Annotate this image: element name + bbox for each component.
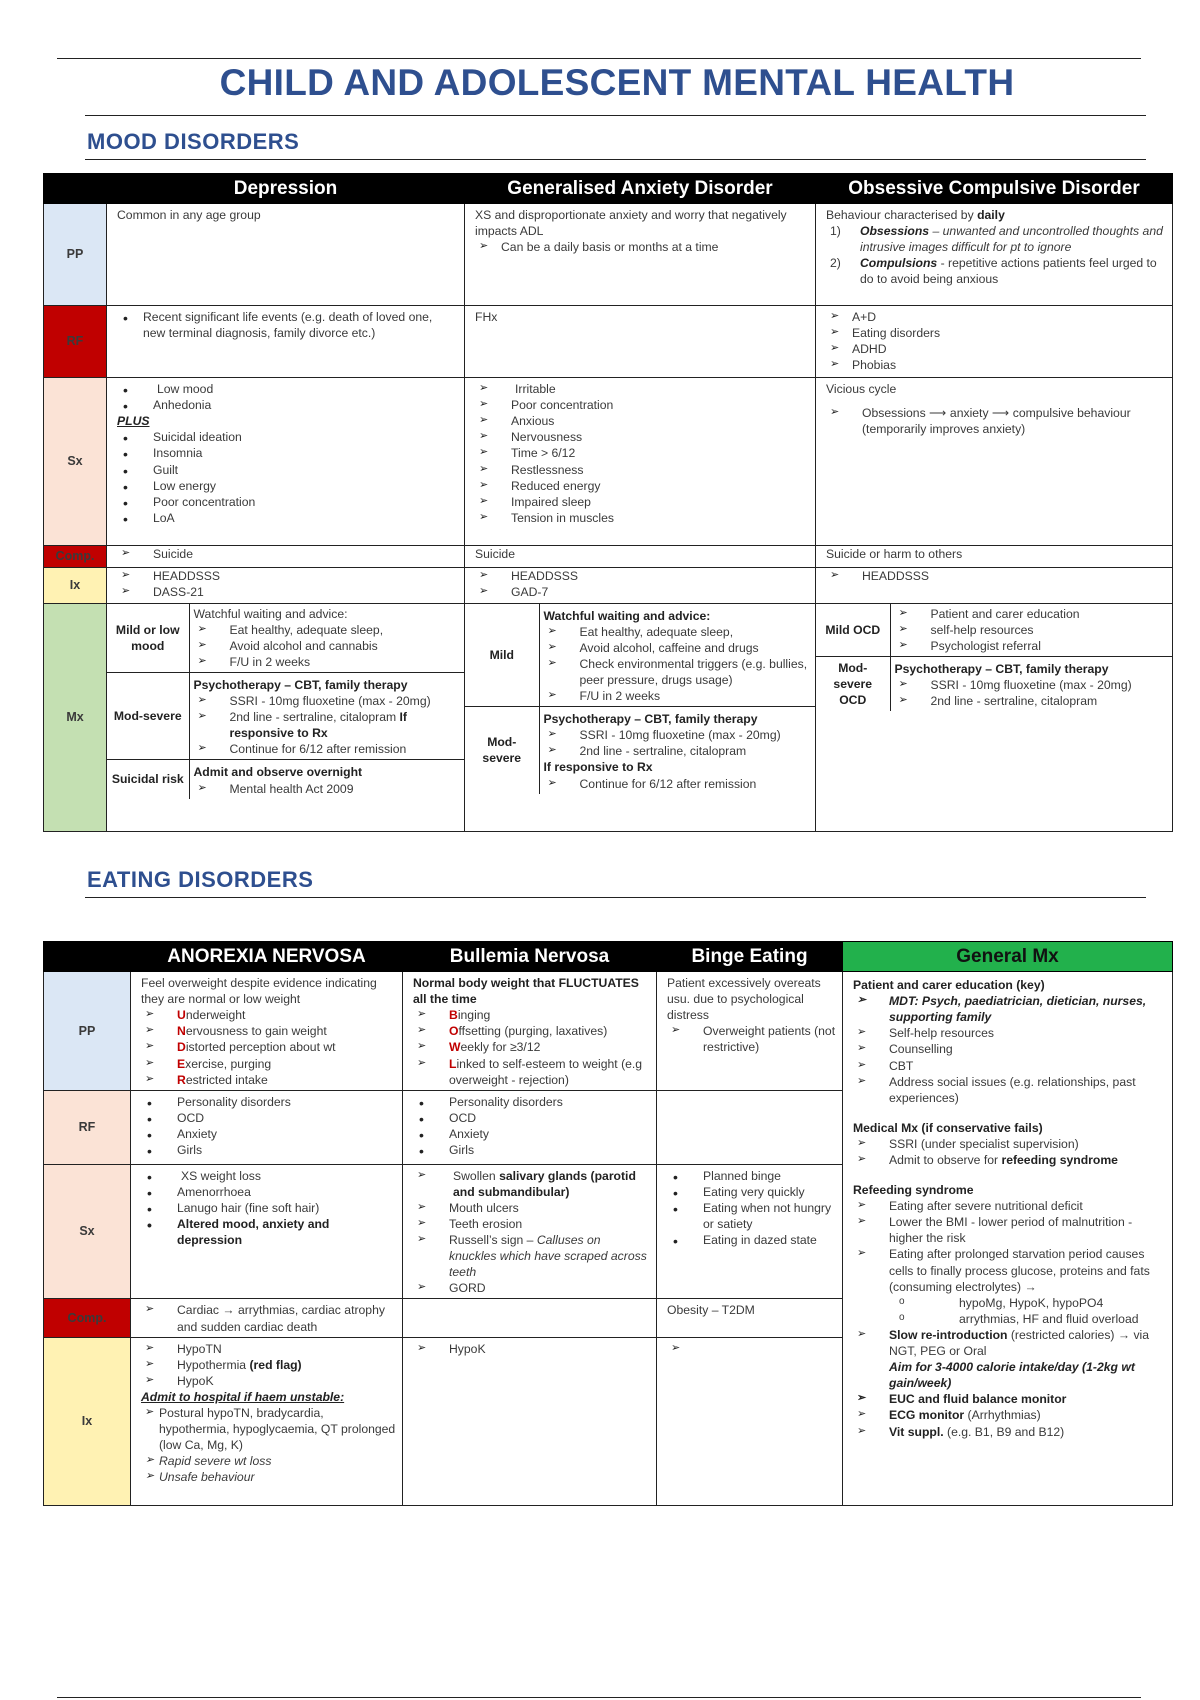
- an-comp-cell: [131, 1299, 403, 1337]
- gen-ecg: ➢ ECG monitor (Arrhythmias): [853, 1407, 1166, 1423]
- gad-sx-item: ➢ Poor concentration: [475, 397, 809, 413]
- bn-ix: ➢ HypoK: [413, 1341, 650, 1357]
- be-sx-cell: [657, 1164, 843, 1299]
- gad-pp-item: ➢ Can be a daily basis or months at a time: [475, 239, 809, 255]
- an-pp-item: ➢ Underweight: [141, 1007, 396, 1023]
- dep-mx-mild-head: Watchful waiting and advice:: [193, 606, 348, 621]
- ocd-comp: Suicide or harm to others: [826, 547, 963, 562]
- an-ix-admit-item: ➢ Rapid severe wt loss: [141, 1453, 396, 1469]
- ocd-mx-mild: [890, 604, 1172, 657]
- dep-mx-mod-item: ➢ 2nd line - sertraline, citalopram If responsive to Rx: [194, 709, 461, 741]
- ocd-mx-table: [816, 604, 1172, 806]
- dep-mx-cell: [107, 603, 465, 831]
- be-sx-item: • Planned binge: [667, 1168, 836, 1184]
- gad-rf: FHx: [475, 310, 498, 325]
- bn-sx-item: ➢ Russell’s sign – Calluses on knuckles which have scraped across teeth: [413, 1232, 650, 1280]
- dep-sx-cell: [107, 378, 465, 546]
- ocd-mx-mild-label: Mild OCD: [816, 604, 890, 657]
- dep-rf-cell: [107, 306, 465, 378]
- gad-pp-cell: [465, 204, 816, 306]
- bn-pp-cell: [403, 972, 657, 1091]
- bn-pp: Normal body weight that FLUCTUATES all the time: [413, 976, 639, 1007]
- gad-mx-cell: [465, 603, 816, 831]
- ocd-mx-mod-item: ➢ 2nd line - sertraline, citalopram: [895, 693, 1169, 709]
- ocd-rf-item: ➢ A+D: [826, 309, 1166, 325]
- dep-mx-suicidal-item: ➢ Mental health Act 2009: [194, 781, 461, 797]
- be-comp: Obesity – T2DM: [667, 1303, 755, 1318]
- bn-pp-item: ➢ Offsetting (purging, laxatives): [413, 1023, 650, 1039]
- gad-sx-item: ➢ Time > 6/12: [475, 445, 809, 461]
- gen-ref-item: ➢ Lower the BMI - lower period of malnutrition - higher the risk: [853, 1214, 1166, 1246]
- gad-mx-mild-item: ➢ Check environmental triggers (e.g. bullies, peer pressure, drugs usage): [544, 656, 812, 688]
- an-sx-item: • XS weight loss: [141, 1168, 396, 1184]
- dep-mx-mild: [189, 604, 464, 673]
- an-ix-admit: Admit to hospital if haem unstable:: [141, 1389, 345, 1404]
- bn-rf-item: • Anxiety: [413, 1126, 650, 1142]
- dep-comp-cell: [107, 546, 465, 568]
- an-sx-cell: [131, 1164, 403, 1299]
- ocd-mx-mild-item: ➢ Patient and carer education: [895, 606, 1169, 622]
- an-rf-item: • OCD: [141, 1110, 396, 1126]
- dep-mx-mod-head: Psychotherapy – CBT, family therapy: [193, 677, 408, 692]
- gad-ix-cell: [465, 567, 816, 603]
- be-sx-item: • Eating very quickly: [667, 1184, 836, 1200]
- ocd-pp-cell: [816, 204, 1173, 306]
- dep-ix-item: ➢ DASS-21: [117, 584, 458, 600]
- mood-section-rule: [85, 159, 1146, 160]
- ocd-mx-mod: [890, 656, 1172, 711]
- row-label-ix: Ix: [44, 567, 107, 603]
- bottom-rule: [57, 1697, 1141, 1698]
- gad-mx-mod: [539, 707, 815, 794]
- ocd-ix-cell: [816, 567, 1173, 603]
- gen-pce-item: ➢ Counselling: [853, 1041, 1166, 1057]
- bn-sx-item: ➢ Swollen salivary glands (parotid and submandibular): [413, 1168, 650, 1200]
- row-label-mx: Mx: [44, 603, 107, 831]
- dep-comp: ➢ Suicide: [117, 546, 458, 562]
- gad-sx-item: ➢ Anxious: [475, 413, 809, 429]
- gad-ix-item: ➢ GAD-7: [475, 584, 809, 600]
- an-pp-item: ➢ Nervousness to gain weight: [141, 1023, 396, 1039]
- header-gad: Generalised Anxiety Disorder: [465, 174, 816, 204]
- dep-mx-mod: [189, 672, 464, 759]
- dep-mx-table: [107, 604, 464, 799]
- bn-sx-cell: [403, 1164, 657, 1299]
- dep-mx-suicidal: [189, 760, 464, 799]
- gad-comp: Suicide: [475, 547, 515, 562]
- ocd-pp-obsessions: 1) Obsessions – unwanted and uncontrolled thoughts and intrusive images difficult for pt to ignore: [830, 224, 1163, 255]
- bn-pp-item: ➢ Linked to self-esteem to weight (e.g overweight - rejection): [413, 1056, 650, 1088]
- eat-row-label-sx: Sx: [44, 1164, 131, 1299]
- gad-sx-item: ➢ Restlessness: [475, 462, 809, 478]
- dep-ix-cell: [107, 567, 465, 603]
- gad-mx-mod-item: ➢ 2nd line - sertraline, citalopram: [544, 743, 812, 759]
- gad-mx-mod-item: ➢ SSRI - 10mg fluoxetine (max - 20mg): [544, 727, 812, 743]
- bn-rf-item: • OCD: [413, 1110, 650, 1126]
- eat-row-label-rf: RF: [44, 1090, 131, 1164]
- eating-section-rule: [85, 897, 1146, 898]
- ocd-mx-spacer: [816, 711, 890, 805]
- dep-sx-item: • Suicidal ideation: [117, 429, 458, 445]
- gen-pce-head: Patient and carer education (key): [853, 978, 1045, 993]
- eat-row-label-pp: PP: [44, 972, 131, 1091]
- eat-row-label-ix: Ix: [44, 1337, 131, 1505]
- be-rf-cell: [657, 1090, 843, 1164]
- dep-sx-item: • Low energy: [117, 478, 458, 494]
- header-ocd: Obsessive Compulsive Disorder: [816, 174, 1173, 204]
- an-rf-item: • Personality disorders: [141, 1094, 396, 1110]
- gad-sx-item: ➢ Tension in muscles: [475, 510, 809, 526]
- an-rf-item: • Girls: [141, 1142, 396, 1158]
- row-label-rf: RF: [44, 306, 107, 378]
- ocd-sx-head: Vicious cycle: [826, 382, 897, 397]
- gen-ref-head: Refeeding syndrome: [853, 1183, 974, 1198]
- dep-pp-cell: [107, 204, 465, 306]
- an-rf-item: • Anxiety: [141, 1126, 396, 1142]
- header-depression: Depression: [107, 174, 465, 204]
- gad-mx-mild-head: Watchful waiting and advice:: [543, 608, 711, 623]
- gad-pp: XS and disproportionate anxiety and worry that negatively impacts ADL: [475, 208, 787, 239]
- dep-mx-mild-label: Mild or low mood: [107, 604, 189, 673]
- dep-sx-item: • Guilt: [117, 462, 458, 478]
- dep-mx-mild-item: ➢ F/U in 2 weeks: [194, 654, 461, 670]
- be-comp-cell: [657, 1299, 843, 1337]
- ocd-mx-mild-item: ➢ self-help resources: [895, 622, 1169, 638]
- an-pp-item: ➢ Distorted perception about wt: [141, 1039, 396, 1055]
- gad-mx-mild-item: ➢ Eat healthy, adequate sleep,: [544, 624, 812, 640]
- gen-med-head: Medical Mx (if conservative fails): [853, 1120, 1043, 1135]
- bn-rf-item: • Personality disorders: [413, 1094, 650, 1110]
- dep-sx-item: • Poor concentration: [117, 494, 458, 510]
- gen-pce-item: ➢ CBT: [853, 1058, 1166, 1074]
- an-rf-cell: [131, 1090, 403, 1164]
- dep-mx-mod-label: Mod-severe: [107, 672, 189, 759]
- bn-rf-item: • Girls: [413, 1142, 650, 1158]
- gad-sx-item: ➢ Reduced energy: [475, 478, 809, 494]
- dep-pp: Common in any age group: [117, 208, 261, 223]
- eat-row-label-comp: Comp.: [44, 1299, 131, 1337]
- header-anorexia: ANOREXIA NERVOSA: [131, 942, 403, 972]
- gad-mx-mod-continue: ➢ Continue for 6/12 after remission: [544, 776, 812, 792]
- gad-mx-mild-item: ➢ Avoid alcohol, caffeine and drugs: [544, 640, 812, 656]
- be-pp-item: ➢ Overweight patients (not restrictive): [667, 1023, 836, 1055]
- dep-mx-mild-item: ➢ Eat healthy, adequate sleep,: [194, 622, 461, 638]
- an-ix-cell: [131, 1337, 403, 1505]
- mood-section-title: MOOD DISORDERS: [87, 129, 300, 154]
- an-sx-item: • Lanugo hair (fine soft hair): [141, 1200, 396, 1216]
- dep-mx-suicidal-label: Suicidal risk: [107, 760, 189, 799]
- row-label-pp: PP: [44, 204, 107, 306]
- dep-mx-mod-item: ➢ SSRI - 10mg fluoxetine (max - 20mg): [194, 693, 461, 709]
- gad-rf-cell: [465, 306, 816, 378]
- ocd-mx-mild-item: ➢ Psychologist referral: [895, 638, 1169, 654]
- dep-ix-item: ➢ HEADDSSS: [117, 568, 458, 584]
- an-ix-item: ➢ HypoK: [141, 1373, 396, 1389]
- ocd-pp-compulsions: 2) Compulsions - repetitive actions patients feel urged to do to avoid being anxious: [830, 256, 1157, 287]
- be-pp-cell: [657, 972, 843, 1091]
- dep-sx-plus: PLUS: [117, 414, 150, 429]
- ocd-sx-item: ➢ Obsessions ⟶ anxiety ⟶ compulsive behaviour (temporarily improves anxiety): [826, 405, 1166, 437]
- row-label-comp: Comp.: [44, 546, 107, 568]
- ocd-pp-intro: Behaviour characterised by daily: [826, 208, 1005, 223]
- ocd-mx-mod-label: Mod-severe OCD: [816, 656, 890, 711]
- bn-ix-cell: [403, 1337, 657, 1505]
- an-comp: ➢ Cardiac → arrythmias, cardiac atrophy and sudden cardiac death: [141, 1302, 396, 1334]
- gad-mx-table: [465, 604, 815, 794]
- ocd-sx-cell: [816, 378, 1173, 546]
- an-sx-item: • Altered mood, anxiety and depression: [141, 1216, 396, 1248]
- be-ix-cell: [657, 1337, 843, 1505]
- an-ix-item: ➢ HypoTN: [141, 1341, 396, 1357]
- gen-ref-item: ➢ Eating after severe nutritional deficit: [853, 1198, 1166, 1214]
- be-pp: Patient excessively overeats usu. due to psychological distress: [667, 976, 821, 1023]
- gen-pce-item: ➢ Address social issues (e.g. relationships, past experiences): [853, 1074, 1166, 1106]
- gen-med-item: ➢ SSRI (under specialist supervision): [853, 1136, 1166, 1152]
- bn-comp-cell: [403, 1299, 657, 1337]
- gen-ref-item: ➢ Eating after prolonged starvation period causes cells to finally process glucose, proteins and fats (consuming electrolytes) →: [853, 1246, 1166, 1294]
- an-ix-admit-item: ➢ Unsafe behaviour: [141, 1469, 396, 1485]
- gad-mx-mod-responsive: If responsive to Rx: [543, 760, 653, 775]
- be-sx-item: • Eating when not hungry or satiety: [667, 1200, 836, 1232]
- bn-pp-item: ➢ Binging: [413, 1007, 650, 1023]
- an-ix-item: ➢ Hypothermia (red flag): [141, 1357, 396, 1373]
- dep-mx-suicidal-head: Admit and observe overnight: [193, 765, 363, 780]
- top-rule: [57, 58, 1141, 59]
- dep-sx-item: • Insomnia: [117, 445, 458, 461]
- bn-sx-item: ➢ Mouth ulcers: [413, 1200, 650, 1216]
- gad-mx-mild-item: ➢ F/U in 2 weeks: [544, 688, 812, 704]
- ocd-rf-cell: [816, 306, 1173, 378]
- eat-header-corner: [44, 942, 131, 972]
- eating-disorders-table: [43, 941, 1173, 1506]
- gen-ref-sub: o arrythmias, HF and fluid overload: [853, 1311, 1166, 1327]
- gad-comp-cell: [465, 546, 816, 568]
- dep-mx-mild-item: ➢ Avoid alcohol and cannabis: [194, 638, 461, 654]
- an-ix-admit-item: ➢ Postural hypoTN, bradycardia, hypothermia, hypoglycaemia, QT prolonged (low Ca, Mg, K): [141, 1405, 396, 1453]
- an-pp-item: ➢ Restricted intake: [141, 1072, 396, 1088]
- mood-disorders-table: [43, 173, 1173, 832]
- gen-slow: ➢ Slow re-introduction (restricted calories) → via NGT, PEG or Oral: [853, 1327, 1166, 1359]
- bn-pp-item: ➢ Weekly for ≥3/12: [413, 1039, 650, 1055]
- gad-ix-item: ➢ HEADDSSS: [475, 568, 809, 584]
- an-pp: Feel overweight despite evidence indicating they are normal or low weight: [141, 976, 377, 1007]
- gad-mx-mild-label: Mild: [465, 604, 539, 707]
- gen-aim: Aim for 3-4000 calorie intake/day (1-2kg wt gain/week): [889, 1360, 1135, 1391]
- gad-mx-mild: [539, 604, 815, 707]
- ocd-mx-mod-item: ➢ SSRI - 10mg fluoxetine (max - 20mg): [895, 677, 1169, 693]
- gad-sx-item: ➢ Nervousness: [475, 429, 809, 445]
- dep-mx-mod-item: ➢ Continue for 6/12 after remission: [194, 741, 461, 757]
- gen-euc: ➢ EUC and fluid balance monitor: [853, 1391, 1166, 1407]
- ocd-rf-item: ➢ Eating disorders: [826, 325, 1166, 341]
- document-title: CHILD AND ADOLESCENT MENTAL HEALTH: [219, 62, 1015, 103]
- gen-pce-item: ➢ Self-help resources: [853, 1025, 1166, 1041]
- an-pp-cell: [131, 972, 403, 1091]
- row-label-sx: Sx: [44, 378, 107, 546]
- dep-rf: • Recent significant life events (e.g. death of loved one, new terminal diagnosis, family divorce etc.): [117, 309, 450, 341]
- ocd-mx-cell: [816, 603, 1173, 831]
- bn-sx-item: ➢ GORD: [413, 1280, 650, 1296]
- gen-vit: ➢ Vit suppl. (e.g. B1, B9 and B12): [853, 1424, 1166, 1440]
- header-corner: [44, 174, 107, 204]
- ocd-mx-mod-head: Psychotherapy – CBT, family therapy: [894, 661, 1109, 676]
- gen-ref-sub: o hypoMg, HypoK, hypoPO4: [853, 1295, 1166, 1311]
- gen-pce-mdt: ➢ MDT: Psych, paediatrician, dietician, nurses, supporting family: [853, 993, 1166, 1025]
- gad-sx-item: ➢ Irritable: [475, 381, 809, 397]
- eating-section-title: EATING DISORDERS: [87, 867, 314, 892]
- dep-sx-item: • Low mood: [117, 381, 458, 397]
- dep-sx-item: • Anhedonia: [117, 397, 458, 413]
- bn-sx-item: ➢ Teeth erosion: [413, 1216, 650, 1232]
- gen-med-item: ➢ Admit to observe for refeeding syndrome: [853, 1152, 1166, 1168]
- gad-sx-item: ➢ Impaired sleep: [475, 494, 809, 510]
- ocd-comp-cell: [816, 546, 1173, 568]
- gad-mx-mod-head: Psychotherapy – CBT, family therapy: [543, 712, 758, 727]
- an-pp-item: ➢ Exercise, purging: [141, 1056, 396, 1072]
- be-sx-item: • Eating in dazed state: [667, 1232, 836, 1248]
- gad-mx-mod-label: Mod-severe: [465, 707, 539, 794]
- general-mx-cell: [843, 972, 1173, 1506]
- bn-rf-cell: [403, 1090, 657, 1164]
- header-binge: Binge Eating: [657, 942, 843, 972]
- ocd-rf-item: ➢ Phobias: [826, 357, 1166, 373]
- ocd-ix-item: ➢ HEADDSSS: [826, 568, 1166, 584]
- ocd-rf-item: ➢ ADHD: [826, 341, 1166, 357]
- dep-sx-item: • LoA: [117, 510, 458, 526]
- header-general-mx: General Mx: [843, 942, 1173, 972]
- gad-sx-cell: [465, 378, 816, 546]
- an-sx-item: • Amenorrhoea: [141, 1184, 396, 1200]
- title-rule: [85, 115, 1146, 116]
- header-bulimia: Bullemia Nervosa: [403, 942, 657, 972]
